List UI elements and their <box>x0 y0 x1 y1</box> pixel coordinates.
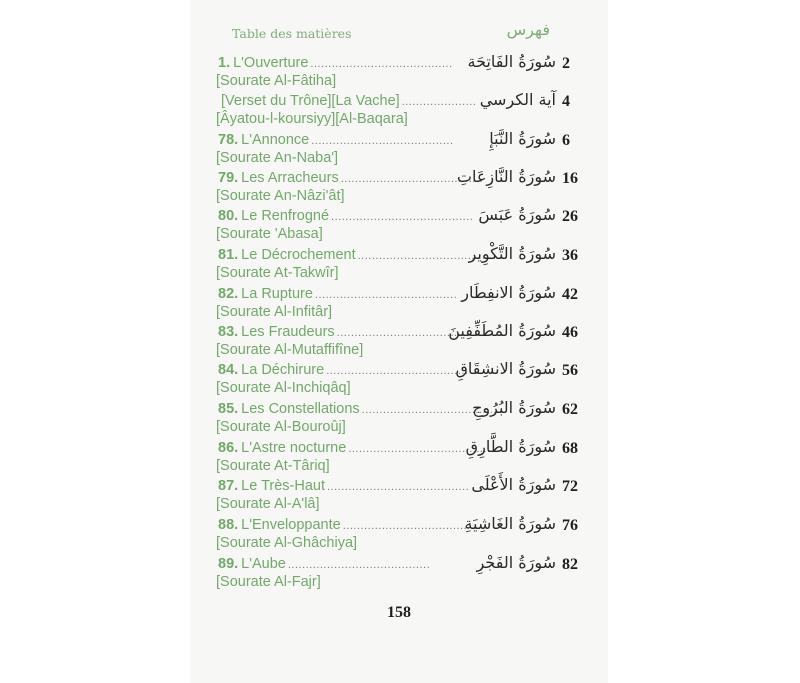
entry-page-number: 68 <box>562 440 578 457</box>
toc-entry <box>0 52 800 93</box>
entry-page-number: 6 <box>562 132 570 149</box>
entry-page-number: 82 <box>562 556 578 573</box>
toc-entry <box>0 205 800 246</box>
folio-page-number: 158 <box>387 604 411 621</box>
toc-entry <box>0 321 800 362</box>
surah-name-ar: سُورَةُ البُرُوجِ <box>472 398 556 417</box>
entry-title: L'Annonce <box>241 132 310 148</box>
entry-subtitle: [Sourate An-Naba'] <box>216 150 339 166</box>
surah-name-ar: سُورَةُ الغَاشِيَةِ <box>464 514 556 533</box>
entry-subtitle: [Sourate An-Nâzi'ât] <box>216 188 345 204</box>
leader-dots: ..................... <box>401 96 477 108</box>
entry-number: 88. <box>218 517 239 533</box>
leader-dots: ........................................ <box>331 211 474 223</box>
surah-name-ar: آية الكرسي <box>479 90 556 109</box>
entry-title: Les Fraudeurs <box>241 324 335 340</box>
entry-title: Le Renfrogné <box>241 208 330 224</box>
entry-number: 89. <box>218 556 239 572</box>
entry-subtitle: [Âyatou-l-koursiyy][Al-Baqara] <box>216 111 408 127</box>
surah-name-ar: سُورَةُ الفَاتِحَة <box>467 52 556 71</box>
entry-subtitle: [Sourate At-Takwîr] <box>216 265 339 281</box>
entry-subtitle: [Sourate 'Abasa] <box>216 226 323 242</box>
surah-name-ar: سُورَةُ عَبَسَ <box>478 205 556 224</box>
leader-dots: ........................................ <box>361 404 504 416</box>
entry-title: L'Astre nocturne <box>241 440 347 456</box>
entry-number: 1. <box>218 55 231 71</box>
toc-entry <box>0 167 800 208</box>
entry-number: 82. <box>218 286 239 302</box>
toc-entry <box>0 359 800 400</box>
toc-entry <box>0 90 800 131</box>
entry-title: Les Arracheurs <box>241 170 339 186</box>
toc-entry <box>0 129 800 170</box>
surah-name-ar: سُورَةُ الطَّارِقِ <box>465 437 556 456</box>
leader-dots: ........................................ <box>327 481 470 493</box>
entry-number: 79. <box>218 170 239 186</box>
entry-subtitle: [Sourate Al-Ghâchiya] <box>216 535 358 551</box>
toc-entry <box>0 475 800 516</box>
toc-entry <box>0 437 800 478</box>
leader-dots: ........................................ <box>287 559 431 571</box>
toc-entry <box>0 283 800 324</box>
surah-name-ar: سُورَةُ التَّكْوِير <box>468 244 556 263</box>
surah-name-ar: سُورَةُ الأَعْلَى <box>471 475 556 494</box>
entry-number: 84. <box>218 362 239 378</box>
entry-number: 86. <box>218 440 239 456</box>
entry-subtitle: [Sourate Al-Bouroûj] <box>216 419 346 435</box>
leader-dots: ........................................ <box>314 289 458 301</box>
surah-name-ar: سُورَةُ النَّبَإِ <box>489 129 556 148</box>
entry-title: Le Décrochement <box>241 247 356 263</box>
entry-page-number: 4 <box>562 93 570 110</box>
entry-page-number: 16 <box>562 170 578 187</box>
entry-page-number: 46 <box>562 324 578 341</box>
entry-page-number: 26 <box>562 208 578 225</box>
leader-dots: ........................................ <box>336 327 479 339</box>
surah-name-ar: سُورَةُ النَّازِعَاتِ <box>456 167 556 186</box>
entry-number: 85. <box>218 401 239 417</box>
toc-entry <box>0 514 800 555</box>
entry-title: Le Très-Haut <box>241 478 325 494</box>
toc-entry <box>0 398 800 439</box>
header-title-fr: Table des matières <box>232 26 352 41</box>
surah-name-ar: سُورَةُ الفَجْرِ <box>476 553 556 572</box>
entry-number: 81. <box>218 247 239 263</box>
entry-title: [Verset du Trône][La Vache] <box>221 93 400 109</box>
leader-dots: ........................................ <box>340 173 483 185</box>
toc-entry <box>0 553 800 594</box>
entry-page-number: 56 <box>562 362 578 379</box>
leader-dots: ........................................ <box>357 250 500 262</box>
entry-page-number: 76 <box>562 517 578 534</box>
entry-subtitle: [Sourate At-Târiq] <box>216 458 330 474</box>
entry-number: 80. <box>218 208 239 224</box>
entry-title: L'Enveloppante <box>241 517 341 533</box>
entry-page-number: 62 <box>562 401 578 418</box>
surah-name-ar: سُورَةُ المُطَفِّفِينَ <box>448 321 556 340</box>
header-title-ar: فهرس <box>506 20 550 39</box>
entry-subtitle: [Sourate Al-A'lâ] <box>216 496 320 512</box>
entry-number: 78. <box>218 132 239 148</box>
entry-page-number: 36 <box>562 247 578 264</box>
leader-dots: ........................................ <box>342 520 485 532</box>
entry-page-number: 72 <box>562 478 578 495</box>
leader-dots: ........................................ <box>326 365 469 377</box>
entry-subtitle: [Sourate Al-Mutaffifîne] <box>216 342 364 358</box>
entry-page-number: 2 <box>562 55 570 72</box>
leader-dots: ........................................ <box>311 135 454 147</box>
surah-name-ar: سُورَةُ الانفِطَار <box>461 283 556 302</box>
entry-subtitle: [Sourate Al-Fajr] <box>216 574 321 590</box>
entry-title: Les Constellations <box>241 401 360 417</box>
entry-title: La Déchirure <box>241 362 325 378</box>
entry-page-number: 42 <box>562 286 578 303</box>
leader-dots: ........................................ <box>348 443 491 455</box>
entry-subtitle: [Sourate Al-Inchiqâq] <box>216 380 351 396</box>
entry-subtitle: [Sourate Al-Infitâr] <box>216 304 333 320</box>
surah-name-ar: سُورَةُ الانشِقَاقِ <box>455 359 556 378</box>
entry-title: L'Aube <box>241 556 286 572</box>
entry-number: 83. <box>218 324 239 340</box>
toc-entry <box>0 244 800 285</box>
leader-dots: ........................................ <box>310 58 453 70</box>
entry-title: L'Ouverture <box>233 55 309 71</box>
entry-title: La Rupture <box>241 286 313 302</box>
entry-subtitle: [Sourate Al-Fâtiha] <box>216 73 337 89</box>
entry-number: 87. <box>218 478 239 494</box>
